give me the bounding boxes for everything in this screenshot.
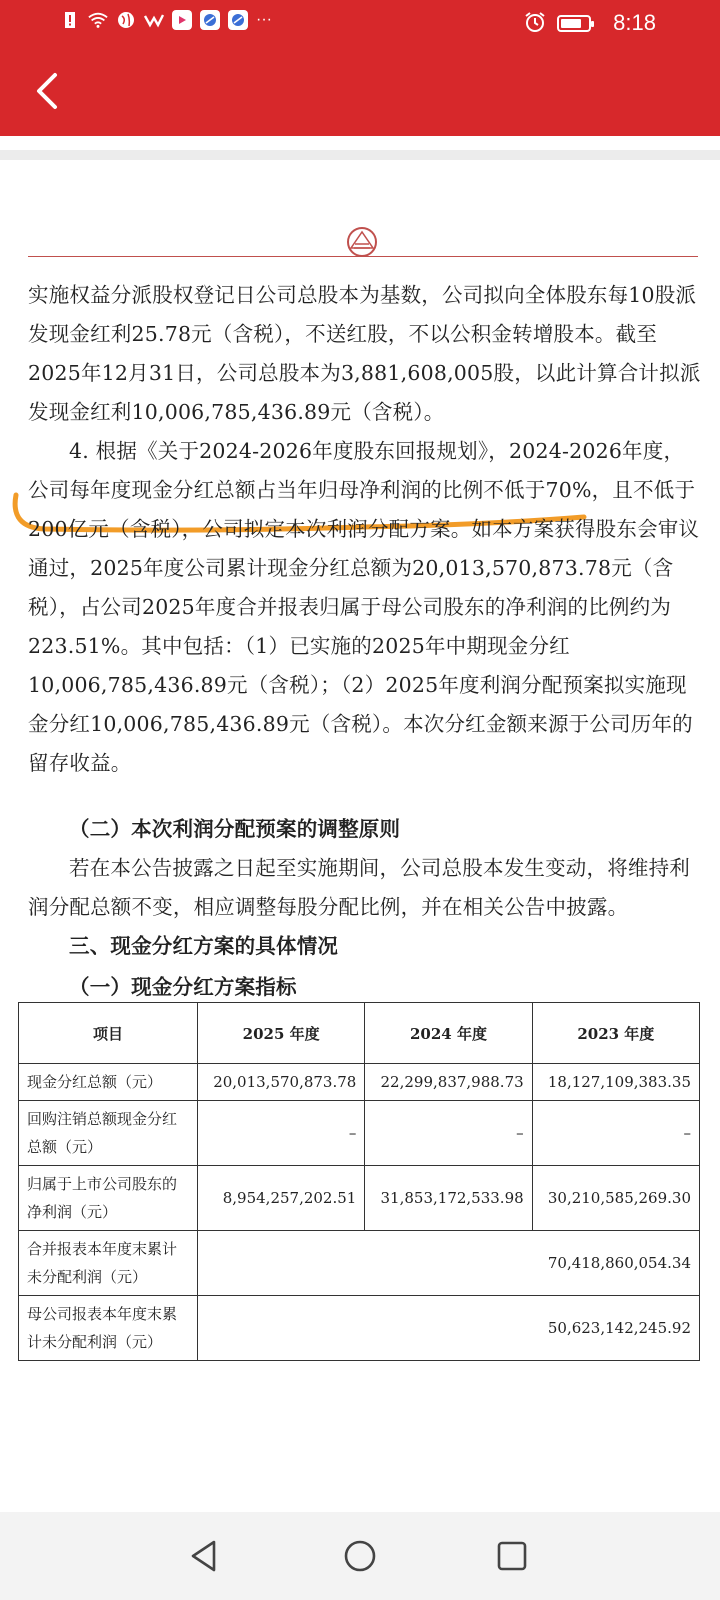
table-row <box>19 1166 700 1231</box>
paragraph-text: 实施权益分派股权登记日公司总股本为基数，公司拟向全体股东每10股派发现金红利25.78元（含税），不送红股，不以公积金转增股本。截至2025年12月31日，公司总股本为3,881,608,005股，以此计算合计拟派发现金红利10,006,785,436.89元（含税）。 <box>28 283 701 424</box>
chevron-left-icon <box>33 71 61 111</box>
paragraph-adjust <box>28 849 704 927</box>
more-notifications-icon: ··· <box>256 11 272 28</box>
header-rule <box>28 256 698 257</box>
wifi-icon <box>88 10 108 30</box>
dividend-indicator-table <box>18 1002 700 1361</box>
table-header: 2025 年度 <box>198 1003 365 1064</box>
table-cell: – <box>365 1101 532 1166</box>
app-icon-2 <box>228 10 248 30</box>
circle-home-icon <box>343 1539 377 1573</box>
battery-level <box>561 19 581 28</box>
table-header: 项目 <box>19 1003 198 1064</box>
notification-icons <box>60 10 272 30</box>
back-button[interactable] <box>22 66 72 116</box>
table-cell: 50,623,142,245.92 <box>198 1296 700 1361</box>
clock: 8:18 <box>613 10 656 35</box>
square-recents-icon <box>496 1540 528 1572</box>
table-header-row <box>19 1003 700 1064</box>
table-row <box>19 1296 700 1361</box>
nav-home-button[interactable] <box>336 1532 384 1580</box>
paragraph-text: 若在本公告披露之日起至实施期间，公司总股本发生变动，将维持利润分配总额不变，相应调整每股分配比例，并在相关公告中披露。 <box>28 856 690 919</box>
document-page <box>0 162 720 1512</box>
paragraph-return-plan <box>28 432 704 783</box>
table-cell: 8,954,257,202.51 <box>198 1166 365 1231</box>
table-header: 2024 年度 <box>365 1003 532 1064</box>
table-cell: 回购注销总额现金分红总额（元） <box>19 1101 198 1166</box>
table-header: 2023 年度 <box>532 1003 699 1064</box>
table-cell: 归属于上市公司股东的净利润（元） <box>19 1166 198 1231</box>
vk-icon <box>144 10 164 30</box>
alert-icon <box>60 10 80 30</box>
heading-adjust-principle: （二）本次利润分配预案的调整原则 <box>69 817 401 841</box>
table-row <box>19 1101 700 1166</box>
globe-icon <box>116 10 136 30</box>
table-row <box>19 1231 700 1296</box>
nav-back-button[interactable] <box>180 1532 228 1580</box>
table-row <box>19 1064 700 1101</box>
table-cell: – <box>198 1101 365 1166</box>
table-cell: 合并报表本年度末累计未分配利润（元） <box>19 1231 198 1296</box>
video-app-icon <box>172 10 192 30</box>
alarm-icon <box>524 11 546 38</box>
table-cell: 20,013,570,873.78 <box>198 1064 365 1101</box>
app-icon <box>200 10 220 30</box>
table-cell: 母公司报表本年度末累计未分配利润（元） <box>19 1296 198 1361</box>
table-cell: 22,299,837,988.73 <box>365 1064 532 1101</box>
battery-icon <box>557 15 591 32</box>
paragraph-text: 4. 根据《关于2024-2026年度股东回报规划》，2024-2026年度，公司每年度现金分红总额占当年归母净利润的比例不低于70%，且不低于200亿元（含税），公司拟定本次利润分配方案。如本方案获得股东会审议通过，2025年度公司累计现金分红总额为20,013,570,873.78元（含税），占公司2025年度合并报表归属于母公司股东的净利润的比例约为223.51%。其中包括：（1）已实施的2025年中期现金分红10,006,785,436.89元（含税）；（2）2025年度利润分配预案拟实施现金分红10,006,785,436.89元（含税）。本次分红金额来源于公司历年的留存收益。 <box>28 439 700 775</box>
paragraph-dividend-basis <box>28 276 704 432</box>
heading-cash-dividend: 三、现金分红方案的具体情况 <box>69 934 339 958</box>
table-cell: 18,127,109,383.35 <box>532 1064 699 1101</box>
table-cell: 31,853,172,533.98 <box>365 1166 532 1231</box>
divider <box>0 150 720 160</box>
system-nav-bar <box>0 1512 720 1600</box>
table-cell: 70,418,860,054.34 <box>198 1231 700 1296</box>
triangle-back-icon <box>188 1539 220 1573</box>
table-cell: – <box>532 1101 699 1166</box>
heading-indicators: （一）现金分红方案指标 <box>69 975 297 999</box>
status-bar <box>0 0 720 48</box>
nav-recents-button[interactable] <box>488 1532 536 1580</box>
company-logo-icon <box>338 224 386 260</box>
table-cell: 30,210,585,269.30 <box>532 1166 699 1231</box>
app-bar <box>0 48 720 136</box>
table-cell: 现金分红总额（元） <box>19 1064 198 1101</box>
